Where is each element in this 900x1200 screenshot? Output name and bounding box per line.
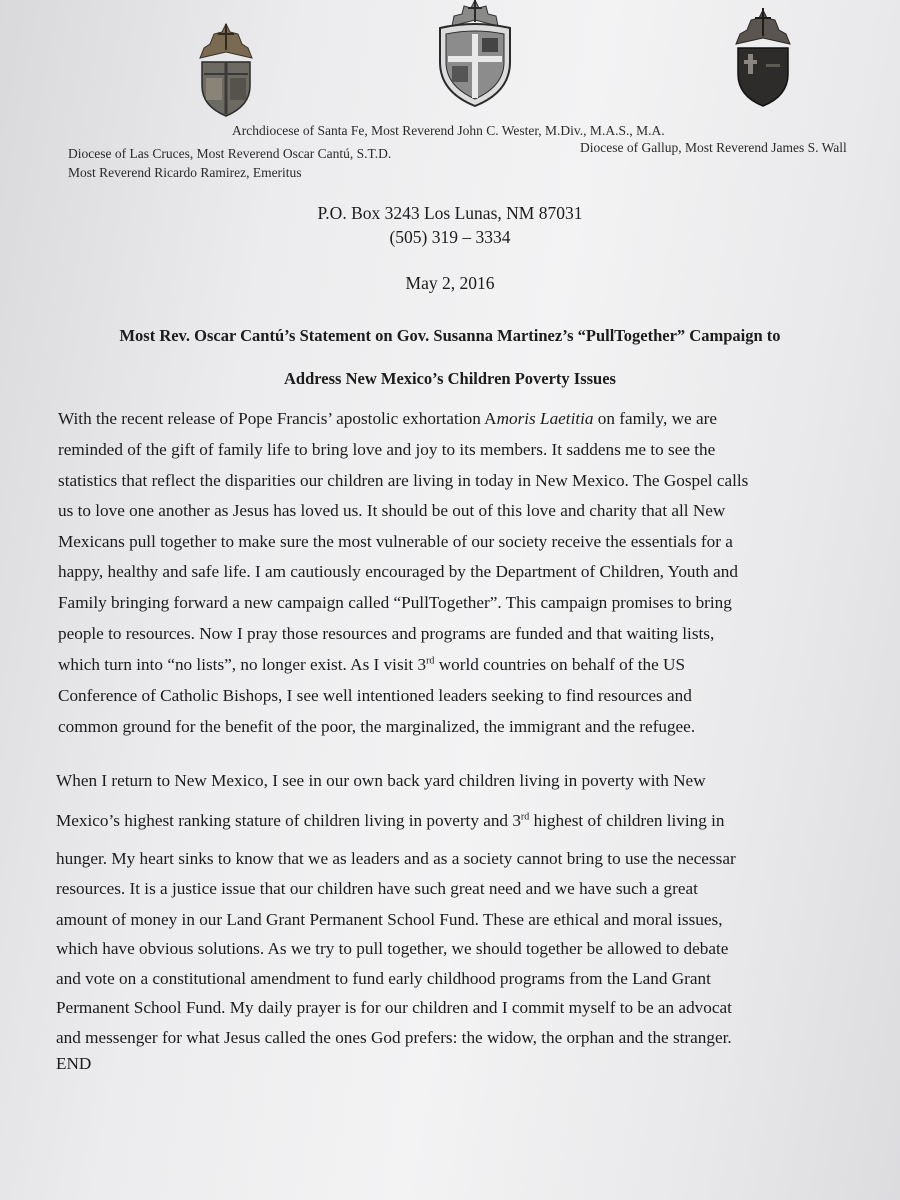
header-emeritus-line: Most Reverend Ricardo Ramirez, Emeritus: [68, 165, 302, 180]
header-archdiocese-line: Archdiocese of Santa Fe, Most Reverend John C. Wester, M.Div., M.A.S., M.A.: [232, 123, 665, 138]
header-gallup-line: Diocese of Gallup, Most Reverend James S. Wall: [580, 140, 847, 155]
paragraph2-line2: Mexico’s highest ranking stature of children living in poverty and 3rd highest of children living in: [56, 811, 725, 830]
statement-title-line1: Most Rev. Oscar Cantú’s Statement on Gov. Susanna Martinez’s “PullTogether” Campaign to: [119, 326, 781, 345]
address-phone: (505) 319 – 3334: [389, 227, 511, 247]
paragraph1-line3: statistics that reflect the disparities our children are living in today in New Mexico. The Gospel calls: [58, 471, 749, 490]
letter-end-marker: END: [56, 1054, 92, 1073]
paragraph1-line6: happy, healthy and safe life. I am cautiously encouraged by the Department of Children, Youth and: [58, 562, 738, 581]
paragraph2-line7: and vote on a constitutional amendment to fund early childhood programs from the Land Grant: [56, 969, 711, 988]
paragraph2-line4: resources. It is a justice issue that our children have such great need and we have such a great: [56, 879, 698, 898]
letter-date: May 2, 2016: [405, 273, 495, 293]
paragraph1-line11: common ground for the benefit of the poor, the marginalized, the immigrant and the refugee.: [58, 717, 696, 736]
paragraph2-line3: hunger. My heart sinks to know that we as leaders and as a society cannot bring to use the necessar: [56, 849, 736, 868]
diocese-seal-las-cruces: [192, 22, 260, 118]
paragraph1-line10: Conference of Catholic Bishops, I see well intentioned leaders seeking to find resources and: [58, 686, 692, 705]
archdiocese-seal-santa-fe: [432, 0, 518, 108]
header-las-cruces-line: Diocese of Las Cruces, Most Reverend Oscar Cantú, S.T.D.: [68, 146, 392, 161]
paragraph2-line1: When I return to New Mexico, I see in our own back yard children living in poverty with New: [56, 771, 706, 790]
paragraph1-line8: people to resources. Now I pray those resources and programs are funded and that waiting lists,: [58, 624, 715, 643]
paragraph2-line8: Permanent School Fund. My daily prayer is for our children and I commit myself to be an advocat: [56, 998, 732, 1017]
paragraph1-line4: us to love one another as Jesus has loved us. It should be out of this love and charity that all New: [58, 501, 726, 520]
paragraph1-line2: reminded of the gift of family life to bring love and joy to its members. It saddens me to see the: [58, 440, 716, 459]
paragraph2-line9: and messenger for what Jesus called the ones God prefers: the widow, the orphan and the stranger.: [56, 1028, 732, 1047]
paragraph1-line1: With the recent release of Pope Francis’ apostolic exhortation Amoris Laetitia on family, we are: [58, 409, 717, 428]
paragraph1-line5: Mexicans pull together to make sure the most vulnerable of our society receive the essentials for a: [58, 532, 733, 551]
diocese-seal-gallup: [728, 8, 798, 108]
statement-title-line2: Address New Mexico’s Children Poverty Issues: [284, 369, 616, 388]
paragraph2-line6: which have obvious solutions. As we try to pull together, we should together be allowed to debate: [56, 939, 729, 958]
paragraph1-line9: which turn into “no lists”, no longer exist. As I visit 3rd world countries on behalf of the US: [58, 655, 686, 674]
paragraph1-line7: Family bringing forward a new campaign called “PullTogether”. This campaign promises to bring: [58, 593, 732, 612]
paragraph2-line5: amount of money in our Land Grant Permanent School Fund. These are ethical and moral issues,: [56, 910, 723, 929]
address-po-box: P.O. Box 3243 Los Lunas, NM 87031: [317, 203, 583, 223]
